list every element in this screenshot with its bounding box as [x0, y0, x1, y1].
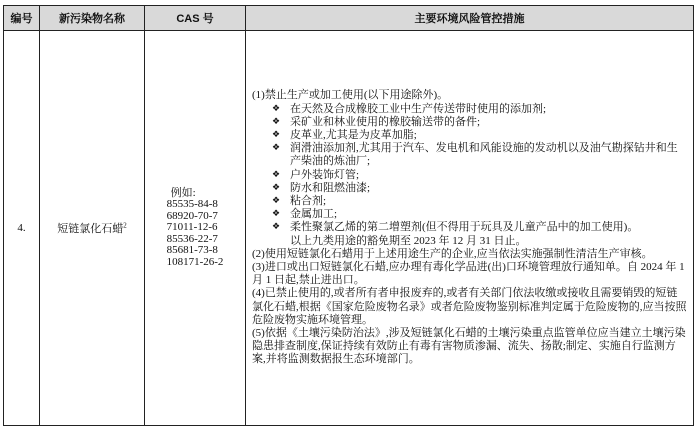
measure-1-item-text: 柔性聚氯乙烯的第二增塑剂(但不得用于玩具及儿童产品中的加工使用)。 — [290, 221, 639, 234]
measure-1-item-text: 粘合剂; — [290, 194, 327, 207]
diamond-bullet-icon: ❖ — [272, 182, 281, 193]
measure-4: (4)已禁止使用的,或者所有者申报废弃的,或者有关部门依法收缴或接收且需要销毁的短链氯化石蜡,根据《国家危险废物名录》或者危险废物鉴别标准判定属于危险废物的,应当按照危险废物实施环境管理。 — [252, 287, 687, 326]
measure-1-item-text: 润滑油添加剂,尤其用于汽车、发电机和风能设施的发动机以及油气勘探钻井和生产柴油的炼油厂; — [290, 142, 678, 168]
cas-number: 68920-70-7 — [166, 209, 218, 222]
diamond-bullet-icon: ❖ — [272, 209, 281, 220]
cell-measures — [246, 31, 694, 426]
header-no: 编号 — [4, 6, 40, 31]
table-row — [4, 31, 694, 426]
measure-1-item-text: 户外装饰灯管; — [290, 168, 360, 181]
measure-1-item-text: 防水和阻燃油漆; — [290, 181, 371, 194]
measure-1-item-text: 采矿业和林业使用的橡胶输送带的备件; — [290, 115, 481, 128]
cell-no — [4, 31, 40, 426]
measure-1-item — [252, 169, 687, 182]
footnote-marker: 2 — [123, 221, 127, 230]
pollutant-name: 短链氯化石蜡 — [57, 223, 124, 235]
cas-number: 108171-26-2 — [166, 255, 224, 268]
measure-1-item — [252, 221, 687, 234]
measure-1-item — [252, 182, 687, 195]
measure-3: (3)进口或出口短链氯化石蜡,应办理有毒化学品进(出)口环境管理放行通知单。自 2024 年 1 月 1 日起,禁止进出口。 — [252, 261, 685, 287]
pollutant-table — [3, 5, 694, 426]
cas-list — [167, 188, 224, 269]
header-cas: CAS 号 — [145, 6, 246, 31]
measure-1-item — [252, 142, 687, 168]
diamond-bullet-icon: ❖ — [272, 195, 281, 206]
measure-1-item-text: 在天然及合成橡胶工业中生产传送带时使用的添加剂; — [290, 102, 547, 115]
cas-number: 85536-22-7 — [166, 232, 218, 245]
cas-prefix: 例如: — [170, 186, 196, 199]
measure-1-item — [252, 103, 687, 116]
measure-1-item — [252, 195, 687, 208]
measure-1-item — [252, 208, 687, 221]
cas-number: 85681-73-8 — [166, 244, 218, 257]
header-row — [4, 6, 694, 31]
diamond-bullet-icon: ❖ — [272, 143, 281, 154]
cas-number: 85535-84-8 — [166, 198, 218, 211]
diamond-bullet-icon: ❖ — [272, 103, 281, 114]
measure-1-item — [252, 129, 687, 142]
measure-1-item-text: 金属加工; — [290, 208, 338, 221]
measure-1-note: 以上九类用途的豁免期至 2023 年 12 月 31 日止。 — [290, 234, 527, 247]
measure-1-item — [252, 116, 687, 129]
cell-cas — [145, 31, 246, 426]
diamond-bullet-icon: ❖ — [272, 129, 281, 140]
header-name: 新污染物名称 — [40, 6, 145, 31]
diamond-bullet-icon: ❖ — [272, 116, 281, 127]
measure-2: (2)使用短链氯化石蜡用于上述用途生产的企业,应当依法实施强制性清洁生产审核。 — [252, 247, 653, 260]
measure-1-title: (1)禁止生产或加工使用(以下用途除外)。 — [252, 89, 449, 102]
diamond-bullet-icon: ❖ — [272, 169, 281, 180]
diamond-bullet-icon: ❖ — [272, 222, 281, 233]
header-measures: 主要环境风险管控措施 — [246, 6, 694, 31]
row-number: 4. — [17, 222, 26, 234]
measure-5: (5)依据《土壤污染防治法》,涉及短链氯化石蜡的土壤污染重点监管单位应当建立土壤污染隐患排查制度,保证持续有效防止有毒有害物质渗漏、流失、扬散;制定、实施自行监测方案,并将监测数据报生态环境部门。 — [252, 327, 686, 366]
cell-name — [40, 31, 145, 426]
cas-number: 71011-12-6 — [166, 221, 218, 234]
measure-1-item-text: 皮革业,尤其是为皮革加脂; — [290, 128, 417, 141]
